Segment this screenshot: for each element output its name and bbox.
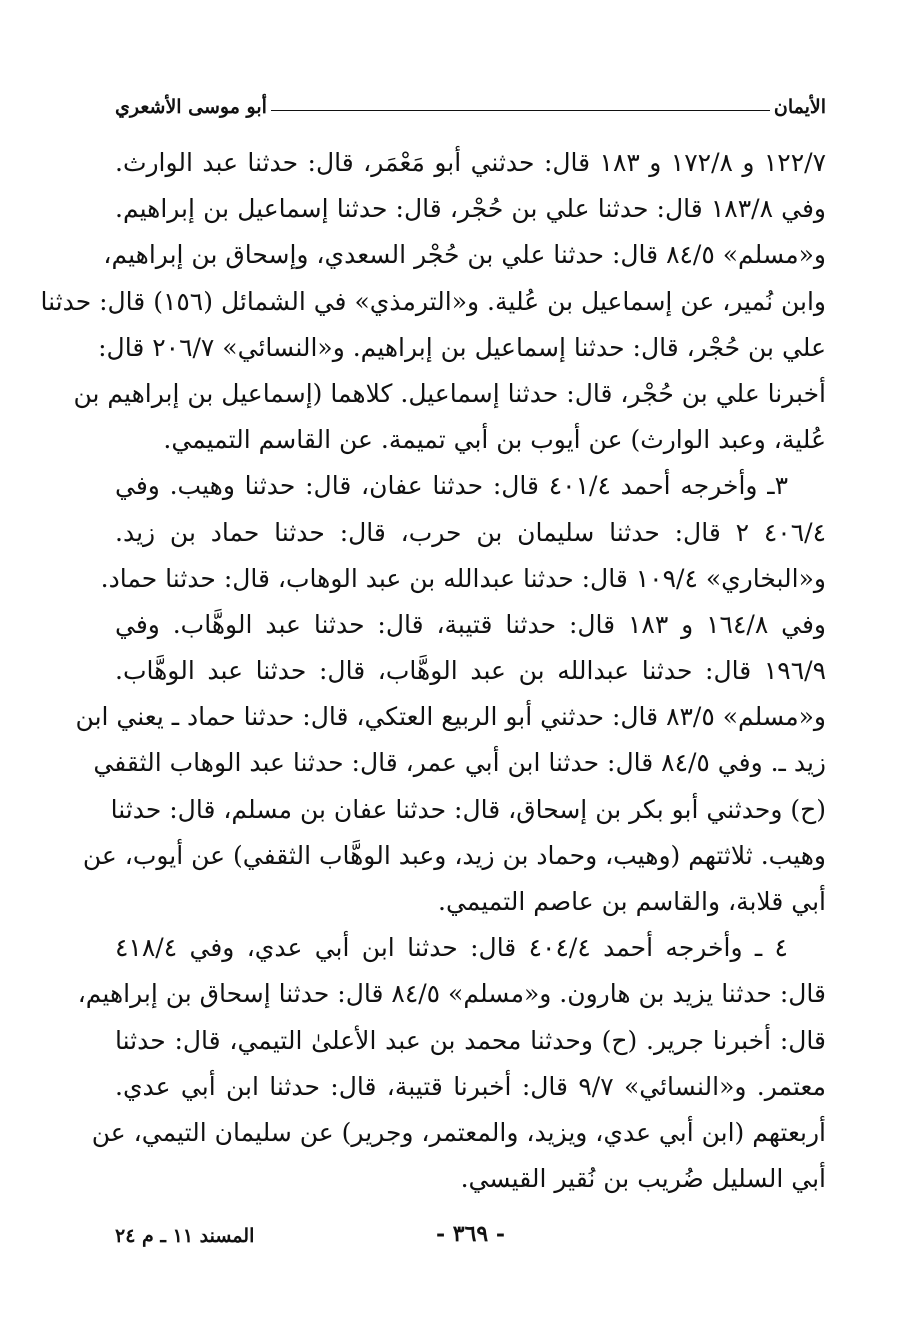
text-line: ١٢٢/٧ و ١٧٢/٨ و ١٨٣ قال: حدثني أبو مَعْمَر، قال: حدثنا عبد الوارث.: [115, 148, 827, 177]
running-header: [115, 88, 826, 118]
text-line: ٤٠٦/٤ ٢ قال: حدثنا سليمان بن حرب، قال: حدثنا حماد بن زيد.: [115, 517, 826, 547]
text-line: (ح) وحدثني أبو بكر بن إسحاق، قال: حدثنا عفان بن مسلم، قال: حدثنا: [110, 794, 826, 824]
text-line: زيد ـ. وفي ٨٤/٥ قال: حدثنا ابن أبي عمر، قال: حدثنا عبد الوهاب الثقفي: [93, 748, 826, 778]
text-line: معتمر. و«النسائي» ٩/٧ قال: أخبرنا قتيبة، قال: حدثنا ابن أبي عدي.: [115, 1071, 826, 1101]
page-footer: [115, 1221, 826, 1255]
paragraph-start-line: ٣ـ وأخرجه أحمد ٤٠١/٤ قال: حدثنا عفان، قال: حدثنا وهيب. وفي: [115, 471, 789, 501]
chapter-title: الأيمان: [773, 96, 826, 118]
volume-signature: المسند ١١ ـ م ٢٤: [115, 1225, 255, 1247]
text-line: أخبرنا علي بن حُجْر، قال: حدثنا إسماعيل. كلاهما (إسماعيل بن إبراهيم بن: [73, 378, 826, 408]
text-line: عُلية، وعبد الوارث) عن أيوب بن أبي تميمة. عن القاسم التميمي.: [163, 425, 826, 455]
text-line: أربعتهم (ابن أبي عدي، ويزيد، والمعتمر، وجرير) عن سليمان التيمي، عن: [91, 1117, 826, 1147]
text-line: وهيب. ثلاثتهم (وهيب، وحماد بن زيد، وعبد الوهَّاب الثقفي) عن أيوب، عن: [82, 840, 826, 870]
text-line: و«مسلم» ٨٤/٥ قال: حدثنا علي بن حُجْر السعدي، وإسحاق بن إبراهيم،: [103, 240, 826, 270]
text-line: وفي ١٦٤/٨ و ١٨٣ قال: حدثنا قتيبة، قال: حدثنا عبد الوهَّاب. وفي: [115, 609, 826, 639]
text-line: قال: حدثنا يزيد بن هارون. و«مسلم» ٨٤/٥ قال: حدثنا إسحاق بن إبراهيم،: [77, 979, 826, 1009]
paragraph-start-line: ٤ ـ وأخرجه أحمد ٤٠٤/٤ قال: حدثنا ابن أبي عدي، وفي ٤١٨/٤: [115, 933, 788, 963]
text-line: ١٩٦/٩ قال: حدثنا عبدالله بن عبد الوهَّاب، قال: حدثنا عبد الوهَّاب.: [115, 656, 826, 686]
text-line: قال: أخبرنا جرير. (ح) وحدثنا محمد بن عبد الأعلىٰ التيمي، قال: حدثنا: [115, 1025, 826, 1055]
header-rule: [271, 110, 770, 111]
text-body: [40, 140, 827, 1202]
text-line: علي بن حُجْر، قال: حدثنا إسماعيل بن إبراهيم. و«النسائي» ٢٠٦/٧ قال:: [98, 332, 826, 362]
text-line: أبي قلابة، والقاسم بن عاصم التميمي.: [438, 887, 826, 916]
text-line: و«مسلم» ٨٣/٥ قال: حدثني أبو الربيع العتكي، قال: حدثنا حماد ـ يعني ابن: [75, 702, 826, 732]
text-line: وفي ١٨٣/٨ قال: حدثنا علي بن حُجْر، قال: حدثنا إسماعيل بن إبراهيم.: [115, 194, 826, 224]
text-line: و«البخاري» ١٠٩/٤ قال: حدثنا عبدالله بن عبد الوهاب، قال: حدثنا حماد.: [100, 563, 826, 593]
text-line: أبي السليل ضُريب بن نُقير القيسي.: [460, 1164, 826, 1194]
page-number: - ٣٦٩ -: [435, 1221, 506, 1247]
narrator-title: أبو موسى الأشعري: [115, 96, 267, 118]
text-line: وابن نُمير، عن إسماعيل بن عُلية. و«الترمذي» في الشمائل (١٥٦) قال: حدثنا: [40, 286, 826, 316]
